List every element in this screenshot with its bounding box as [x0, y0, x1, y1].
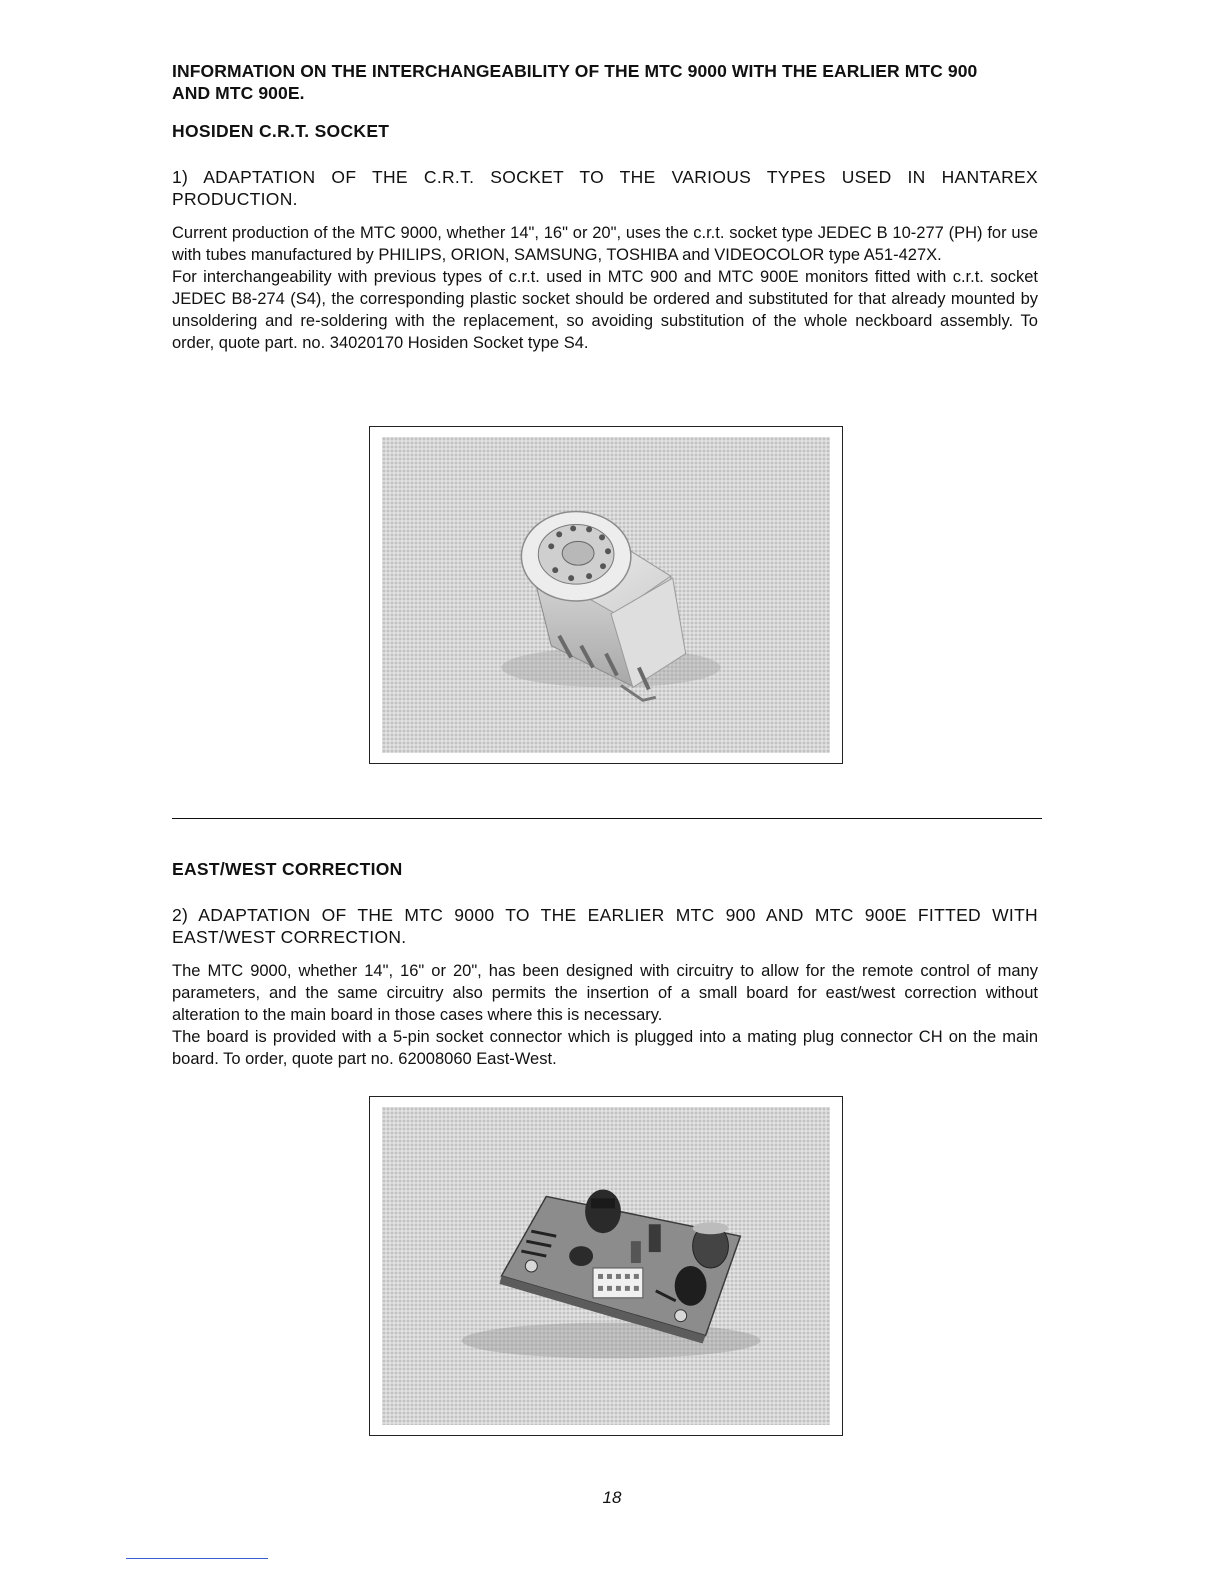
document-title	[172, 60, 1038, 104]
section-east-west-correction	[172, 858, 1038, 1070]
crt-socket-adaptation-heading: 1) ADAPTATION OF THE C.R.T. SOCKET TO THE VARIOUS TYPES USED IN HANTAREX PRODUCTION.	[172, 167, 1038, 209]
east-west-paragraph-2: The board is provided with a 5-pin socket connector which is plugged into a mating plug connector CH on the main board. To order, quote part no. 62008060 East-West.	[172, 1028, 1038, 1068]
east-west-heading: EAST/WEST CORRECTION	[172, 859, 403, 879]
east-west-adaptation-heading: 2) ADAPTATION OF THE MTC 9000 TO THE EARLIER MTC 900 AND MTC 900E FITTED WITH EAST/WEST CORRECTION.	[172, 905, 1038, 947]
hosiden-socket-heading: HOSIDEN C.R.T. SOCKET	[172, 121, 390, 141]
east-west-paragraph-1: The MTC 9000, whether 14", 16" or 20", has been designed with circuitry to allow for the remote control of many parameters, and the same circuitry also permits the insertion of a small board for east/west correction without alteration to the main board in those cases where this is necessary.	[172, 962, 1038, 1024]
document-title-line-2: AND MTC 900E.	[172, 83, 305, 103]
east-west-board-illustration	[382, 1107, 830, 1425]
footer-line	[126, 1558, 268, 1559]
section-divider	[172, 818, 1042, 819]
crt-socket-photo-image	[382, 437, 830, 753]
crt-socket-photo	[369, 426, 843, 764]
section-crt-socket	[172, 60, 1038, 354]
east-west-board-photo-image	[382, 1107, 830, 1425]
east-west-board-photo	[369, 1096, 843, 1436]
crt-socket-paragraph-2: For interchangeability with previous types of c.r.t. used in MTC 900 and MTC 900E monitors fitted with c.r.t. socket JEDEC B8-274 (S4), the corresponding plastic socket should be ordered and substituted for that already mounted by unsoldering and re-soldering with the replacement, so avoiding substitution of the whole neckboard assembly. To order, quote part. no. 34020170 Hosiden Socket type S4.	[172, 268, 1038, 352]
document-title-line-1: INFORMATION ON THE INTERCHANGEABILITY OF THE MTC 9000 WITH THE EARLIER MTC 900	[172, 61, 978, 81]
page-number: 18	[602, 1488, 622, 1507]
crt-socket-illustration	[382, 437, 830, 753]
crt-socket-paragraph-1: Current production of the MTC 9000, whether 14", 16" or 20", uses the c.r.t. socket type JEDEC B 10-277 (PH) for use with tubes manufactured by PHILIPS, ORION, SAMSUNG, TOSHIBA and VIDEOCOLOR type A51-427X.	[172, 224, 1038, 264]
